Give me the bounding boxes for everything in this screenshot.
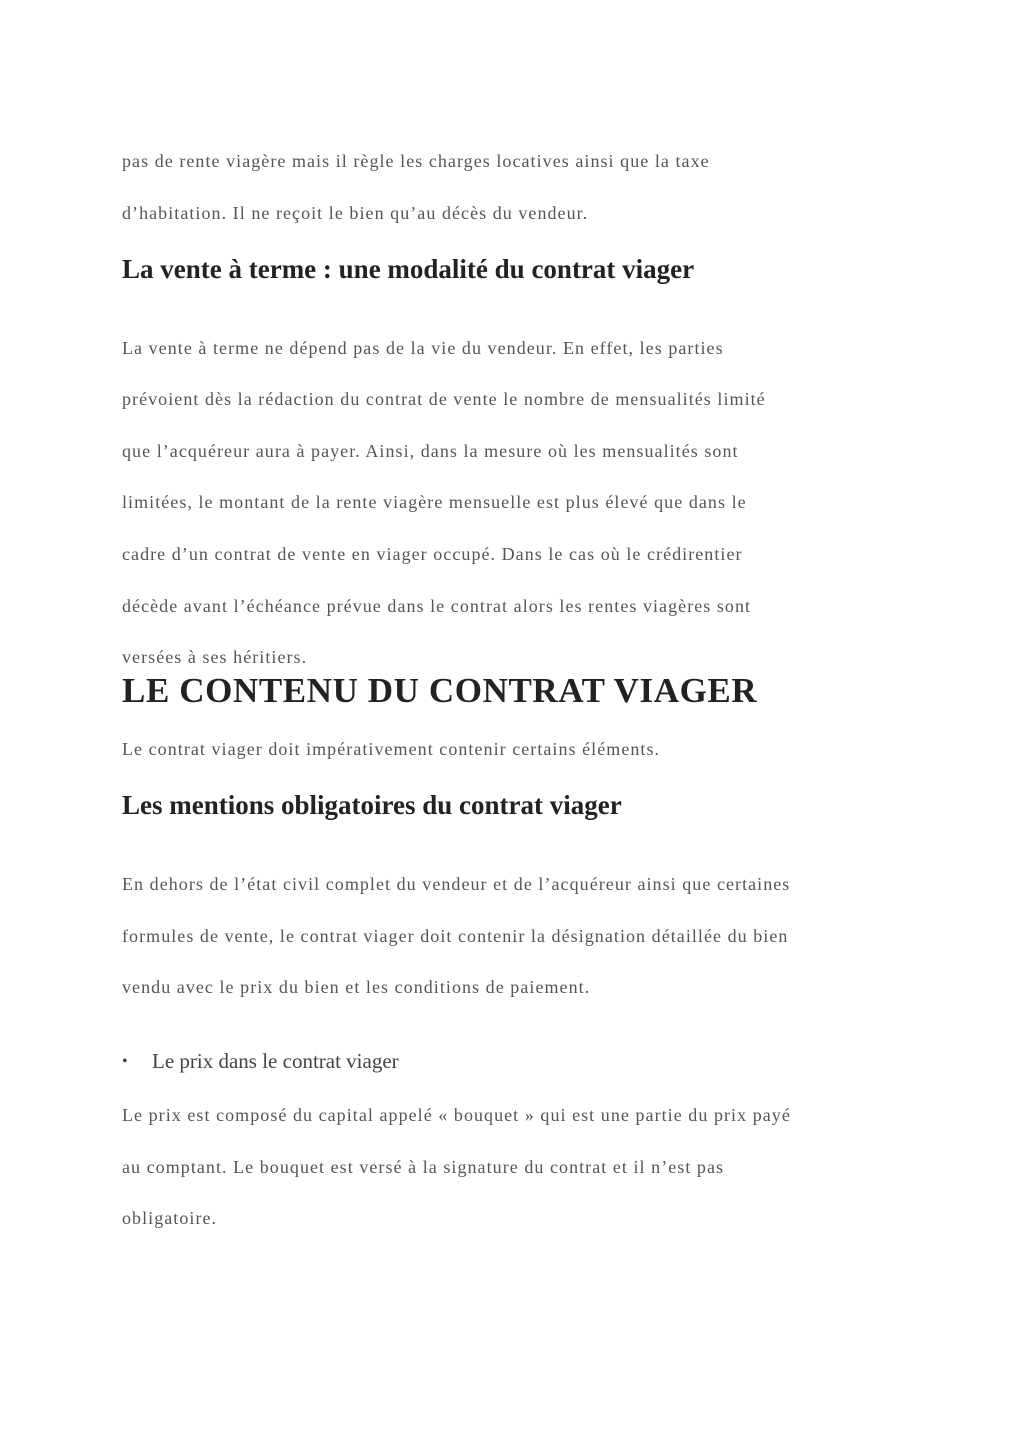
bullet-item (122, 1048, 399, 1075)
paragraph-line: cadre d’un contrat de vente en viager occupé. Dans le cas où le crédirentier (122, 544, 743, 564)
paragraph-line: formules de vente, le contrat viager doit contenir la désignation détaillée du bien (122, 926, 789, 946)
intro-line: pas de rente viagère mais il règle les charges locatives ainsi que la taxe (122, 151, 710, 171)
paragraph-line: limitées, le montant de la rente viagère mensuelle est plus élevé que dans le (122, 492, 747, 512)
paragraph-line: En dehors de l’état civil complet du vendeur et de l’acquéreur ainsi que certaines (122, 874, 791, 894)
paragraph-line: au comptant. Le bouquet est versé à la signature du contrat et il n’est pas (122, 1157, 725, 1177)
paragraph-line: Le contrat viager doit impérativement contenir certains éléments. (122, 739, 661, 759)
heading-mentions-obligatoires: Les mentions obligatoires du contrat viager (122, 790, 622, 820)
paragraph-line: prévoient dès la rédaction du contrat de vente le nombre de mensualités limité (122, 389, 766, 409)
bullet-text: Le prix dans le contrat viager (152, 1049, 399, 1073)
bullet-dot-icon: • (122, 1053, 128, 1070)
paragraph-line: La vente à terme ne dépend pas de la vie du vendeur. En effet, les parties (122, 338, 724, 358)
heading-vente-a-terme: La vente à terme : une modalité du contrat viager (122, 254, 695, 284)
paragraph-line: versées à ses héritiers. (122, 647, 308, 667)
paragraph-line: Le prix est composé du capital appelé « bouquet » qui est une partie du prix payé (122, 1105, 791, 1125)
paragraph-line: décède avant l’échéance prévue dans le contrat alors les rentes viagères sont (122, 596, 752, 616)
paragraph-line: vendu avec le prix du bien et les conditions de paiement. (122, 977, 591, 997)
heading-contenu-contrat: LE CONTENU DU CONTRAT VIAGER (122, 671, 758, 710)
intro-line: d’habitation. Il ne reçoit le bien qu’au décès du vendeur. (122, 203, 589, 223)
paragraph-line: obligatoire. (122, 1208, 218, 1228)
paragraph-line: que l’acquéreur aura à payer. Ainsi, dans la mesure où les mensualités sont (122, 441, 739, 461)
